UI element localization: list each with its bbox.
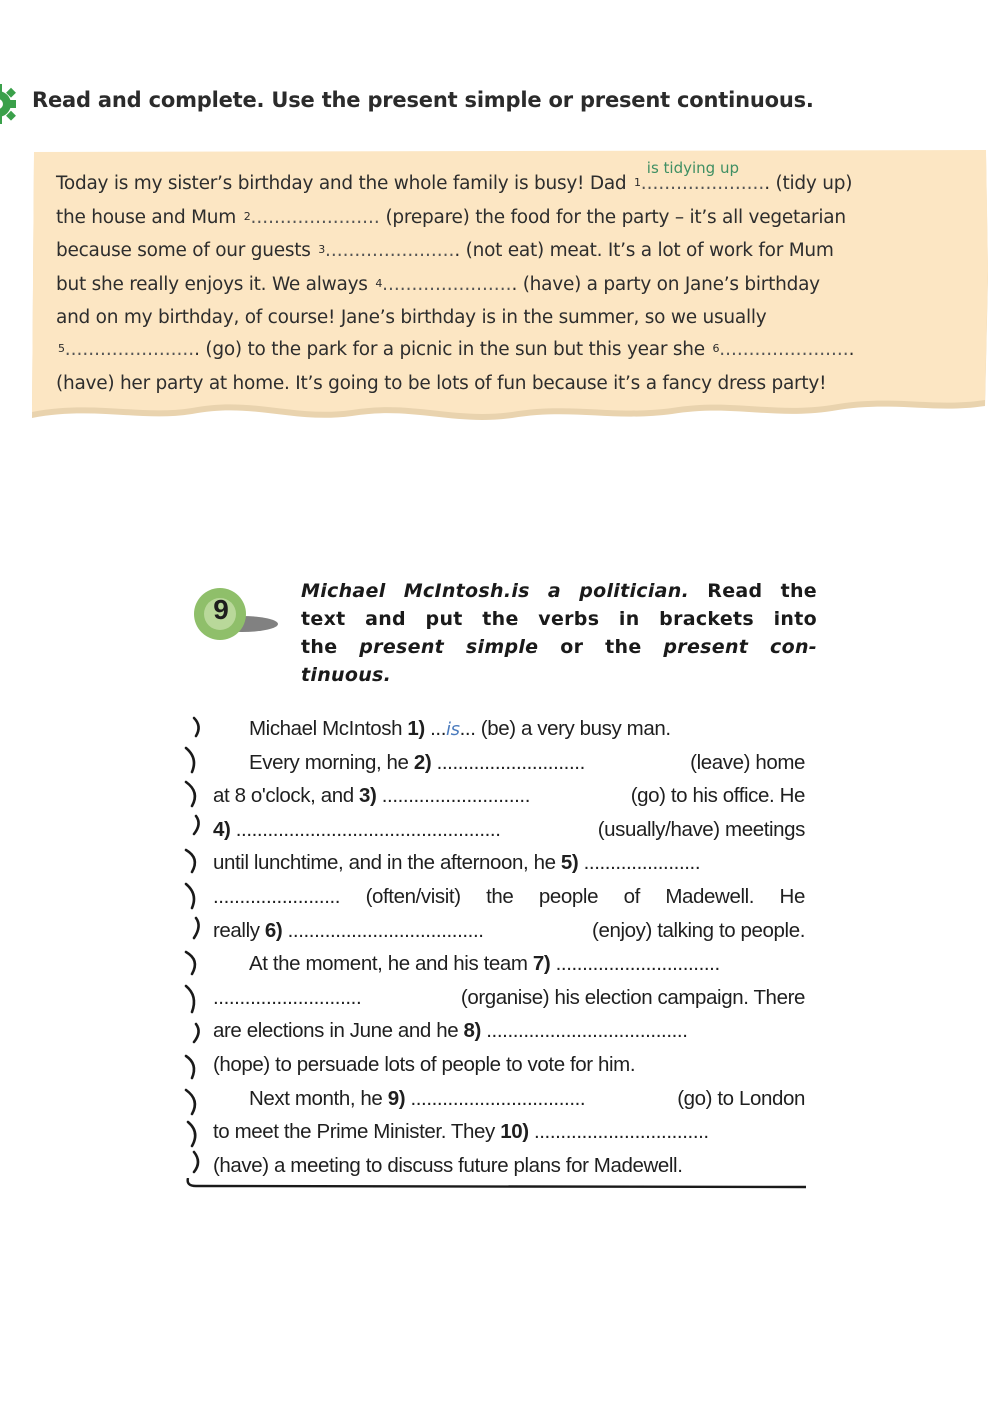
answer-gap bbox=[719, 334, 848, 366]
gap-number: 3 bbox=[318, 243, 326, 257]
text-run: Next month, he bbox=[249, 1086, 388, 1110]
paragraph-line bbox=[56, 269, 976, 303]
text-run: people bbox=[538, 884, 599, 908]
text-run: . (have) a party on Jane’s birthday bbox=[511, 273, 820, 295]
text-run: (often/visit) bbox=[365, 884, 461, 908]
instruction-line bbox=[301, 633, 817, 661]
text-run: (organise) his election campaign. There bbox=[460, 985, 805, 1009]
italic-run: tinuous. bbox=[301, 664, 392, 686]
gap-dots: ...................... bbox=[382, 273, 512, 295]
text-row bbox=[213, 1014, 805, 1048]
row-segment bbox=[486, 880, 513, 914]
text-run: because some of our guests bbox=[56, 240, 317, 262]
text-run: of bbox=[623, 884, 640, 908]
text-run: Michael McIntosh bbox=[249, 717, 408, 740]
row-segment bbox=[213, 846, 700, 880]
paragraph-line bbox=[56, 202, 976, 236]
item-number: 4) bbox=[213, 817, 231, 841]
item-number: 9) bbox=[387, 1086, 406, 1110]
row-segment bbox=[665, 880, 754, 914]
text-run: but she really enjoys it. We always bbox=[56, 273, 374, 295]
paragraph-line bbox=[56, 302, 976, 334]
text-run: ..................................... bbox=[282, 918, 484, 942]
bottom-rule bbox=[184, 1178, 809, 1192]
gap-dots: ..................... bbox=[640, 173, 765, 194]
torn-paper-box bbox=[32, 150, 988, 430]
row-segment bbox=[213, 1014, 688, 1048]
text-run: or the bbox=[538, 636, 664, 658]
instruction-line bbox=[301, 577, 817, 605]
text-row bbox=[213, 1082, 805, 1116]
text-run: Every morning, he bbox=[249, 750, 414, 774]
text-run: to meet the Prime Minister. They bbox=[213, 1120, 501, 1144]
text-run: ........................ bbox=[213, 884, 341, 908]
text-run: (go) to his office. He bbox=[630, 784, 805, 808]
answer-gap bbox=[382, 269, 511, 301]
italic-run: present con- bbox=[663, 636, 817, 658]
row-segment bbox=[366, 880, 461, 914]
text-run: ............................ bbox=[213, 985, 362, 1009]
text-row bbox=[213, 712, 805, 746]
row-segment bbox=[213, 914, 484, 948]
text-run: Read the bbox=[689, 580, 817, 602]
gap-dots: ...................... bbox=[325, 240, 455, 262]
text-run: ............................ bbox=[431, 750, 585, 774]
text-run: at 8 o'clock, and bbox=[213, 784, 359, 808]
gap-number: 1 bbox=[634, 176, 641, 189]
gap-dots: ...................... bbox=[64, 338, 195, 360]
item-number: 8) bbox=[463, 1019, 481, 1043]
row-segment bbox=[592, 914, 805, 948]
gap-number: 2 bbox=[243, 209, 251, 223]
text-run: are elections in June and he bbox=[213, 1019, 464, 1043]
text-run: (hope) to persuade lots of people to vote for him. bbox=[213, 1052, 636, 1076]
exercise-9-instruction bbox=[301, 577, 817, 689]
text-run: ................................. bbox=[528, 1120, 709, 1144]
text-run: (have) a meeting to discuss future plans for Madewell. bbox=[213, 1153, 683, 1177]
text-run: ................................. bbox=[405, 1086, 586, 1110]
text-run: He bbox=[779, 884, 805, 908]
item-number: 10) bbox=[500, 1120, 529, 1144]
handwritten-answer: is bbox=[446, 719, 460, 740]
binding-rings-decoration bbox=[172, 712, 212, 1182]
answer-gap bbox=[640, 159, 765, 200]
row-segment bbox=[780, 880, 805, 914]
text-run: ............................... bbox=[550, 952, 720, 976]
gap-number: 4 bbox=[375, 276, 383, 290]
text-run: (enjoy) talking to people. bbox=[592, 918, 805, 942]
text-run: (leave) home bbox=[690, 750, 805, 774]
text-run: the house and Mum bbox=[56, 206, 242, 228]
paragraph-line bbox=[56, 159, 976, 202]
row-segment bbox=[249, 746, 585, 780]
answer-gap bbox=[250, 202, 379, 234]
text-row bbox=[213, 947, 805, 981]
row-segment bbox=[213, 880, 340, 914]
exercise-9-text bbox=[213, 712, 805, 1182]
answer-gap bbox=[65, 334, 194, 366]
paragraph-line bbox=[56, 334, 976, 368]
row-segment bbox=[249, 947, 720, 981]
text-run: (usually/have) meetings bbox=[597, 817, 805, 841]
row-segment bbox=[598, 813, 805, 847]
text-row bbox=[213, 1048, 805, 1082]
exercise-number: 9 bbox=[213, 594, 229, 625]
row-segment bbox=[539, 880, 598, 914]
item-number: 3) bbox=[359, 784, 377, 808]
text-run: (go) to London bbox=[677, 1086, 805, 1110]
row-segment bbox=[213, 1048, 635, 1082]
text-run: Today is my sister’s birthday and the whole family is busy! Dad bbox=[56, 173, 633, 194]
text-run: . (tidy up) bbox=[764, 173, 853, 194]
text-run: (prepare) the food for the party – it’s all vegetarian bbox=[379, 206, 846, 228]
row-segment bbox=[213, 1115, 709, 1149]
row-segment bbox=[461, 981, 805, 1015]
row-segment bbox=[213, 779, 530, 813]
item-number: 6) bbox=[264, 918, 283, 942]
text-run: until lunchtime, and in the afternoon, he bbox=[213, 851, 561, 875]
text-row bbox=[213, 981, 805, 1015]
gap-number: 6 bbox=[712, 341, 720, 355]
text-row bbox=[213, 1115, 805, 1149]
row-segment bbox=[677, 1082, 805, 1116]
item-number: 2) bbox=[413, 750, 432, 774]
handwritten-answer: is tidying up bbox=[646, 159, 739, 177]
exercise-1-paragraph bbox=[56, 159, 976, 399]
text-run: At the moment, he and his team bbox=[249, 952, 533, 976]
text-run: the bbox=[486, 884, 514, 908]
item-number: 1) bbox=[407, 717, 425, 740]
italic-run: Michael McIntosh.is a politician. bbox=[301, 580, 690, 602]
row-segment bbox=[690, 746, 805, 780]
row-segment bbox=[624, 880, 640, 914]
text-run: and on my birthday, of course! Jane’s birthday is in the summer, so we usually bbox=[56, 307, 767, 329]
instruction-line bbox=[301, 605, 817, 633]
row-segment bbox=[213, 981, 361, 1015]
text-run: really bbox=[213, 918, 265, 942]
text-run: the bbox=[301, 636, 360, 658]
paragraph-line bbox=[56, 235, 976, 269]
exercise-title: Read and complete. Use the present simple or present continuous. bbox=[32, 88, 814, 112]
item-number: 5) bbox=[560, 851, 579, 875]
text-run: ... bbox=[424, 717, 447, 740]
answer-gap bbox=[325, 235, 454, 267]
text-run: ... (be) a very busy man. bbox=[459, 717, 671, 740]
text-row bbox=[213, 813, 805, 847]
row-segment bbox=[249, 1082, 585, 1116]
gear-icon bbox=[0, 80, 22, 128]
text-row bbox=[213, 779, 805, 813]
text-run: Madewell. bbox=[665, 884, 755, 908]
text-run: ............................ bbox=[376, 784, 531, 808]
row-segment bbox=[249, 712, 671, 746]
italic-run: present simple bbox=[359, 636, 539, 658]
row-segment bbox=[213, 813, 501, 847]
text-run: ...................................... bbox=[480, 1019, 688, 1043]
gap-dots: ...................... bbox=[250, 206, 380, 228]
text-run: (have) her party at home. It’s going to be lots of fun because it’s a fancy dress party! bbox=[56, 372, 827, 394]
text-run: .................................................. bbox=[230, 817, 501, 841]
text-run: text and put the verbs in brackets into bbox=[301, 608, 817, 630]
row-segment bbox=[631, 779, 805, 813]
text-row bbox=[213, 846, 805, 880]
text-run: . (go) to the park for a picnic in the sun but this year she bbox=[194, 338, 711, 360]
gap-dots: ...................... bbox=[719, 338, 849, 360]
instruction-line bbox=[301, 661, 817, 689]
text-run: . (not eat) meat. It’s a lot of work for Mum bbox=[454, 240, 834, 262]
text-run: . bbox=[848, 338, 855, 360]
text-row bbox=[213, 746, 805, 780]
text-row bbox=[213, 880, 805, 914]
text-row bbox=[213, 914, 805, 948]
item-number: 7) bbox=[532, 952, 551, 976]
gap-number: 5 bbox=[58, 341, 65, 355]
paragraph-line bbox=[56, 368, 976, 400]
text-run: ...................... bbox=[578, 851, 701, 875]
